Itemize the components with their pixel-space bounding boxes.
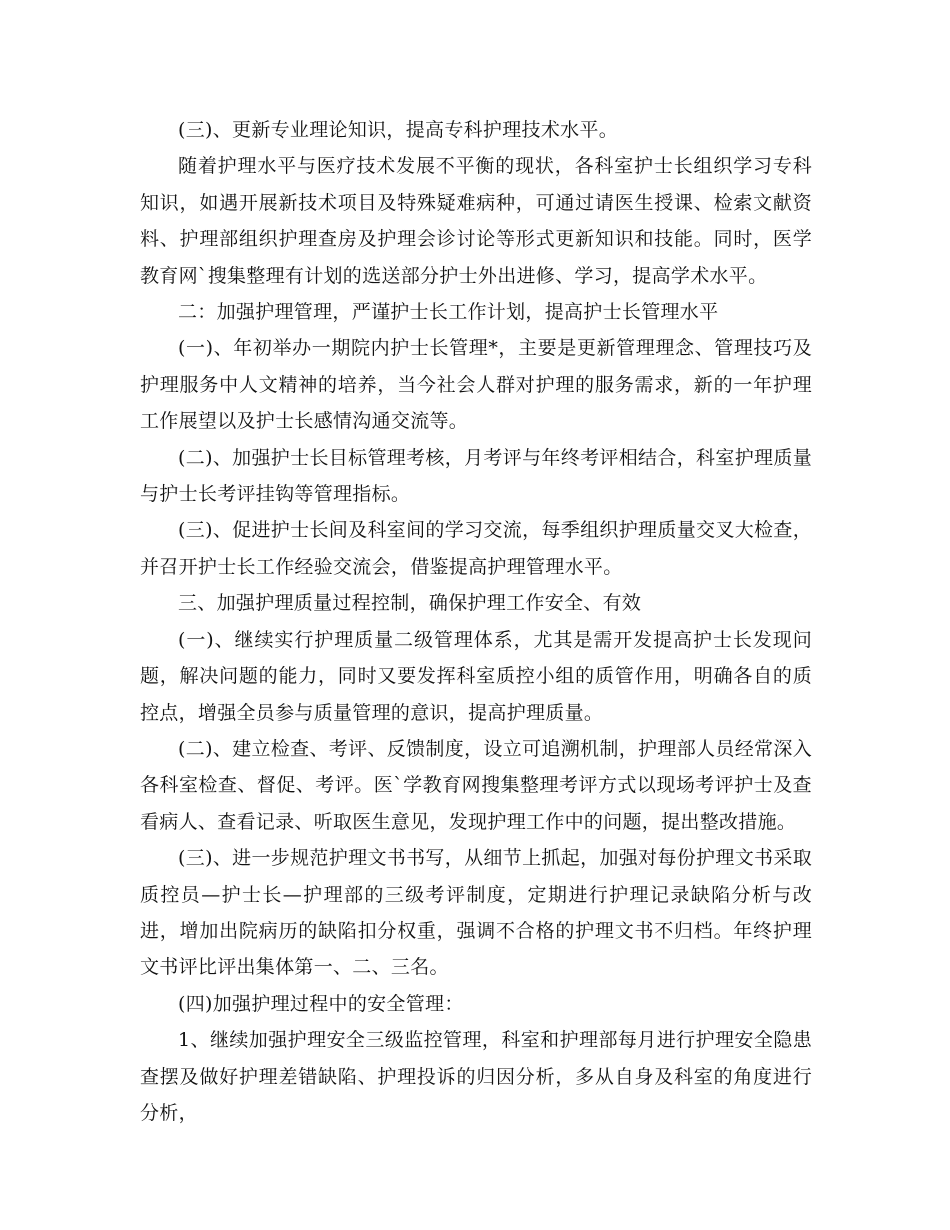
- paragraph-body: (一)、继续实行护理质量二级管理体系，尤其是需开发提高护士长发现问题，解决问题的能力，同时又要发挥科室质控小组的质管作用，明确各自的质控点，增强全员参与质量管理的意识，提高护理质量。: [140, 628, 812, 724]
- paragraph-body: (三)、促进护士长间及科室间的学习交流，每季组织护理质量交叉大检查，并召开护士长工作经验交流会，借鉴提高护理管理水平。: [140, 519, 812, 578]
- paragraph-body: 1、继续加强护理安全三级监控管理，科室和护理部每月进行护理安全隐患查摆及做好护理差错缺陷、护理投诉的归因分析，多从自身及科室的角度进行分析，: [140, 1029, 812, 1124]
- document-body: [140, 112, 812, 1131]
- paragraph-body: 随着护理水平与医疗技术发展不平衡的现状，各科室护士长组织学习专科知识，如遇开展新技术项目及特殊疑难病种，可通过请医生授课、检索文献资料、护理部组织护理查房及护理会诊讨论等形式更新知识和技能。同时，医学教育网`搜集整理有计划的选送部分护士外出进修、学习，提高学术水平。: [140, 155, 812, 287]
- paragraph-part-3-heading: 三、加强护理质量过程控制，确保护理工作安全、有效: [178, 592, 642, 615]
- paragraph-body: (一)、年初举办一期院内护士长管理*，主要是更新管理理念、管理技巧及护理服务中人文精神的培养，当今社会人群对护理的服务需求，新的一年护理工作展望以及护士长感情沟通交流等。: [140, 337, 812, 433]
- paragraph-body: (三)、进一步规范护理文书书写，从细节上抓起，加强对每份护理文书采取质控员—护士长—护理部的三级考评制度，定期进行护理记录缺陷分析与改进，增加出院病历的缺陷扣分权重，强调不合格的护理文书不归档。年终护理文书评比评出集体第一、二、三名。: [140, 847, 812, 979]
- paragraph-body: (二)、建立检查、考评、反馈制度，设立可追溯机制，护理部人员经常深入各科室检查、督促、考评。医`学教育网搜集整理考评方式以现场考评护士及查看病人、查看记录、听取医生意见，发现护理工作中的问题，提出整改措施。: [140, 737, 812, 833]
- paragraph-part-2-heading: 二：加强护理管理，严谨护士长工作计划，提高护士长管理水平: [178, 301, 719, 324]
- paragraph-section-3-heading: (三)、更新专业理论知识，提高专科护理技术水平。: [178, 119, 619, 141]
- paragraph-subsection-4-heading: (四)加强护理过程中的安全管理：: [178, 992, 464, 1015]
- paragraph-body: (二)、加强护士长目标管理考核，月考评与年终考评相结合，科室护理质量与护士长考评挂钩等管理指标。: [140, 446, 812, 506]
